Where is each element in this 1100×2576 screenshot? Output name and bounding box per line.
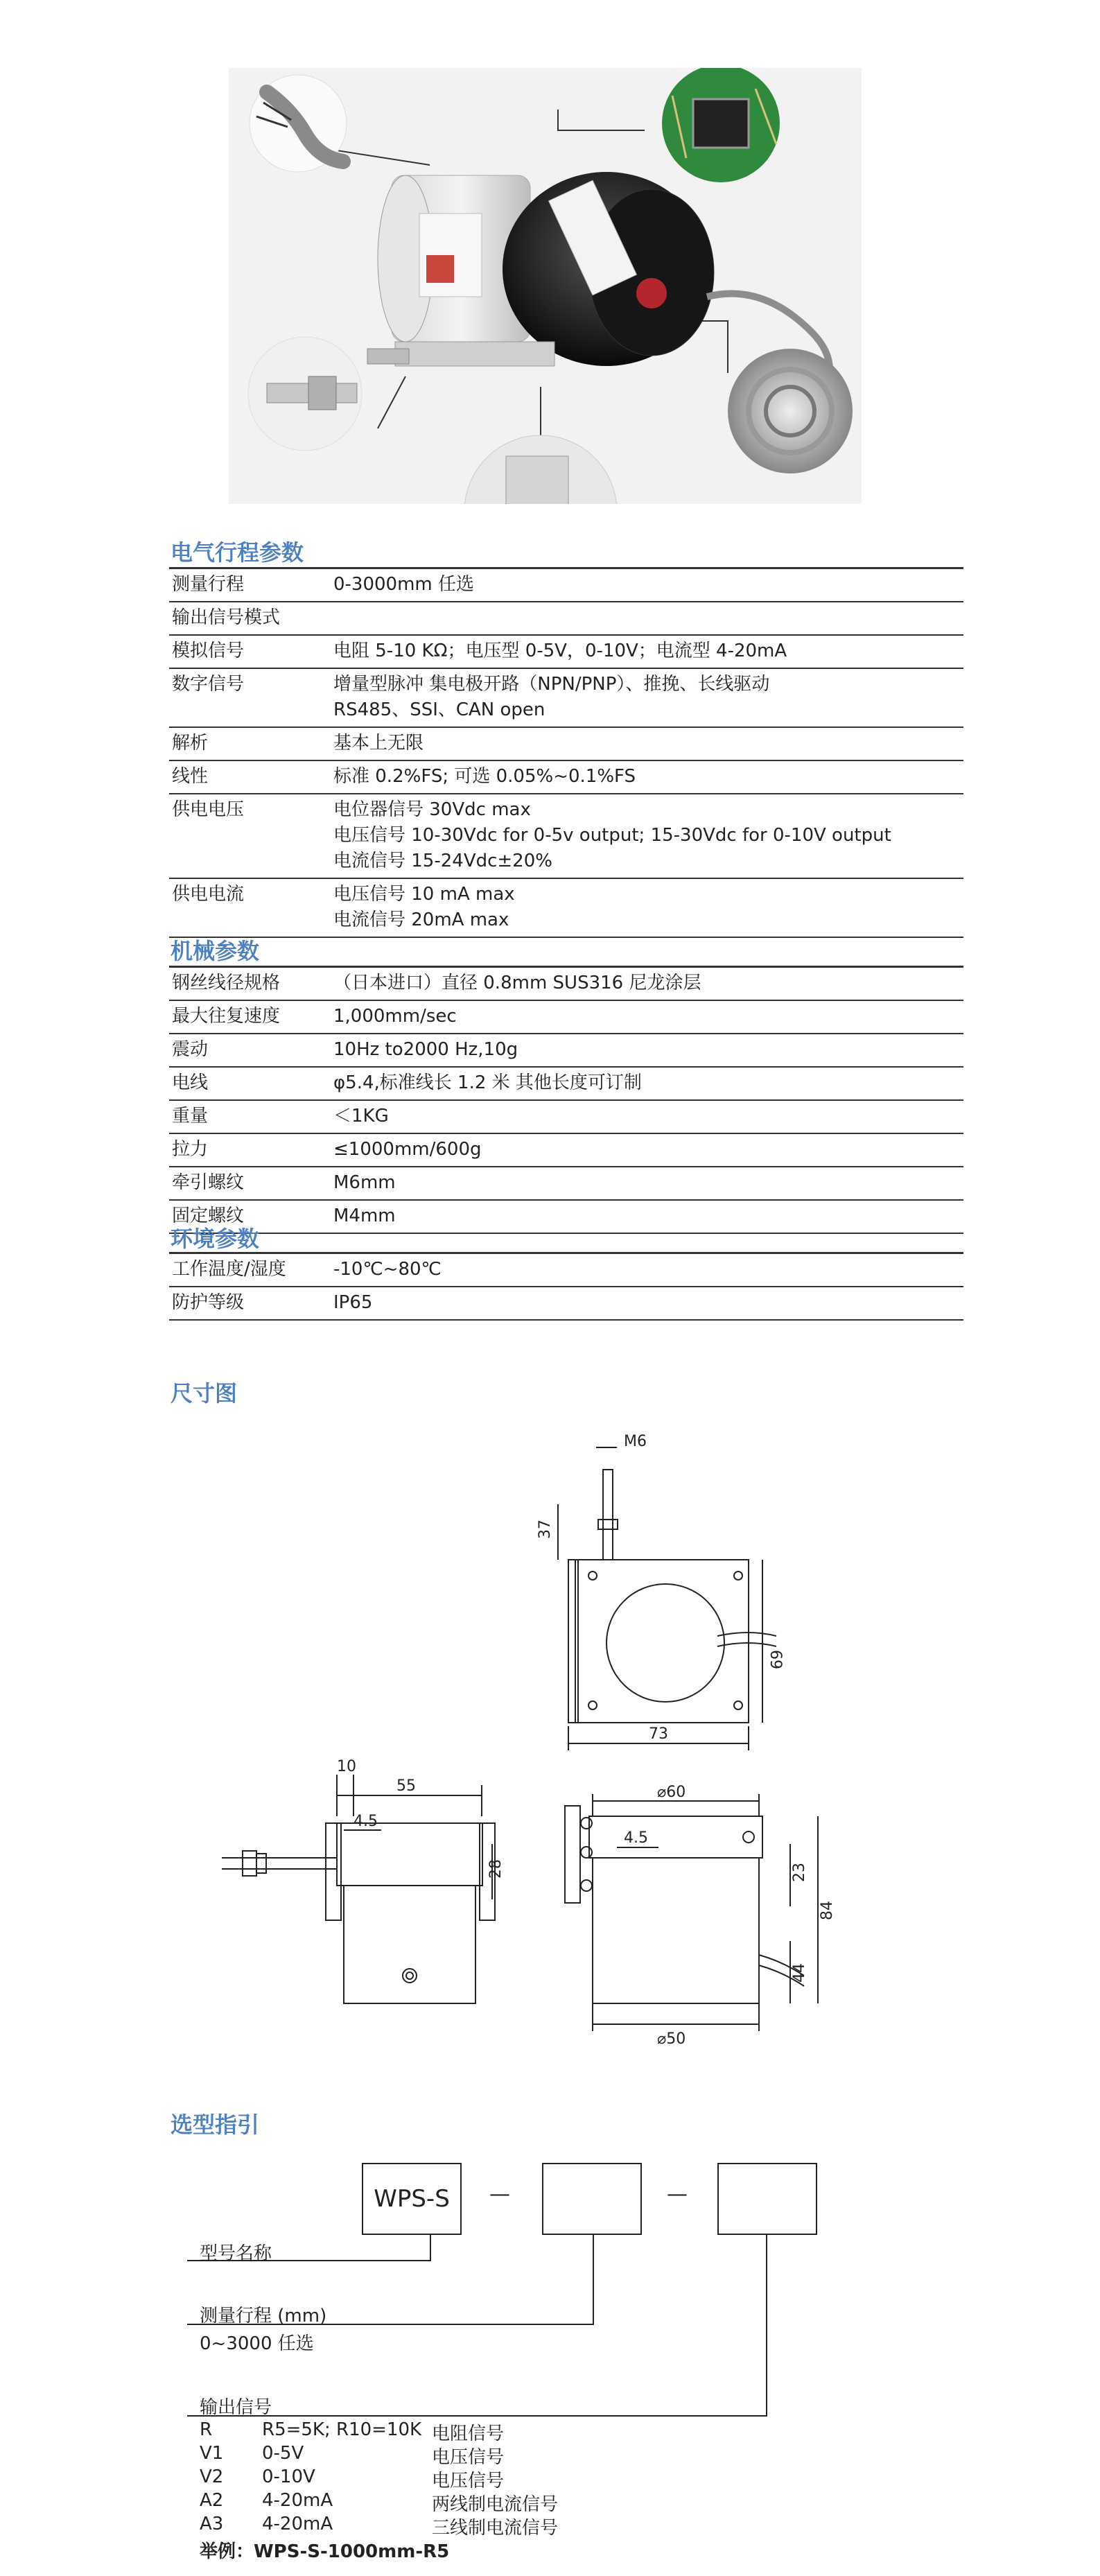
dash-separator-1: — bbox=[489, 2182, 510, 2207]
spec-row bbox=[169, 1000, 963, 1034]
spec-row bbox=[169, 1167, 963, 1200]
dim-label-m6: M6 bbox=[624, 1433, 647, 1450]
spec-value-line: 增量型脉冲 集电极开路（NPN/PNP）、推挽、长线驱动 bbox=[333, 674, 770, 695]
spec-key: 数字信号 bbox=[169, 668, 331, 727]
dimensions-section-title: 尺寸图 bbox=[171, 1380, 238, 1407]
output-option-code: V1 bbox=[200, 2443, 224, 2464]
dim-label-d60: ⌀60 bbox=[657, 1784, 686, 1801]
product-illustration bbox=[229, 68, 862, 504]
output-option-spec: 0-5V bbox=[262, 2443, 304, 2464]
spec-value-line: 电阻 5-10 KΩ；电压型 0-5V，0-10V；电流型 4-20mA bbox=[333, 641, 787, 661]
connector-output bbox=[766, 2234, 767, 2415]
spec-row bbox=[169, 878, 963, 937]
environment-spec-table bbox=[169, 1252, 963, 1321]
mechanical-section-title: 机械参数 bbox=[171, 938, 260, 964]
spec-value-line: 电流信号 20mA max bbox=[333, 910, 509, 930]
output-option-spec: 0-10V bbox=[262, 2466, 315, 2487]
dim-label-28: 28 bbox=[487, 1859, 505, 1879]
output-option-spec: R5=5K; R10=10K bbox=[262, 2419, 422, 2440]
spec-value-line bbox=[333, 605, 961, 631]
side-view-body bbox=[593, 1858, 759, 2003]
spec-value bbox=[331, 727, 963, 760]
mechanical-spec-table bbox=[169, 966, 963, 1234]
spec-value bbox=[331, 568, 963, 602]
dash-separator-2: — bbox=[667, 2182, 688, 2207]
spec-key: 输出信号模式 bbox=[169, 602, 331, 635]
dim-label-37: 37 bbox=[536, 1520, 554, 1539]
top-view-drum bbox=[606, 1584, 724, 1702]
output-box bbox=[717, 2163, 817, 2235]
spec-value bbox=[331, 1133, 963, 1167]
environment-section-title: 环境参数 bbox=[171, 1226, 260, 1252]
spec-row bbox=[169, 568, 963, 602]
spec-row bbox=[169, 967, 963, 1001]
model-name-label: 型号名称 bbox=[200, 2243, 272, 2264]
model-box bbox=[362, 2163, 462, 2235]
side-view-flange bbox=[589, 1816, 762, 1858]
spec-value-line: 0-3000mm 任选 bbox=[333, 574, 475, 595]
dim-label-10: 10 bbox=[337, 1758, 356, 1775]
spec-row bbox=[169, 1067, 963, 1100]
output-option-spec: 4-20mA bbox=[262, 2514, 333, 2534]
spec-value-line: ≤1000mm/600g bbox=[333, 1139, 482, 1160]
spec-value bbox=[331, 602, 963, 635]
spec-value-line: 标准 0.2%FS; 可选 0.05%~0.1%FS bbox=[333, 766, 636, 787]
spec-value-line: IP65 bbox=[333, 1292, 373, 1313]
spec-value bbox=[331, 1100, 963, 1133]
output-option-desc: 电压信号 bbox=[432, 2471, 505, 2491]
spec-value-line: 1,000mm/sec bbox=[333, 1006, 457, 1027]
front-view-bracket bbox=[337, 1823, 482, 1886]
output-option-code: R bbox=[200, 2419, 213, 2440]
example-text: 举例：WPS-S-1000mm-R5 bbox=[200, 2541, 450, 2562]
output-option-desc: 两线制电流信号 bbox=[432, 2494, 559, 2515]
spec-row bbox=[169, 727, 963, 760]
spec-key: 供电电流 bbox=[169, 878, 331, 937]
output-option-desc: 三线制电流信号 bbox=[432, 2518, 559, 2539]
spec-row bbox=[169, 1253, 963, 1287]
spec-value bbox=[331, 1034, 963, 1067]
electrical-section-title: 电气行程参数 bbox=[171, 539, 304, 566]
spec-key: 解析 bbox=[169, 727, 331, 760]
dim-label-73: 73 bbox=[649, 1725, 668, 1743]
spec-value-line: φ5.4,标准线长 1.2 米 其他长度可订制 bbox=[333, 1072, 642, 1093]
dim-label-84: 84 bbox=[819, 1901, 836, 1920]
spec-row bbox=[169, 668, 963, 727]
dimension-drawing bbox=[208, 1428, 873, 2052]
spec-value-line: -10℃~80℃ bbox=[333, 1259, 442, 1280]
spec-key: 重量 bbox=[169, 1100, 331, 1133]
spec-value bbox=[331, 635, 963, 668]
dim-label-4-5-front: 4.5 bbox=[353, 1813, 378, 1830]
spec-key: 震动 bbox=[169, 1034, 331, 1067]
pull-thread bbox=[603, 1470, 613, 1560]
connector-model bbox=[430, 2234, 431, 2260]
output-option-desc: 电阻信号 bbox=[432, 2423, 505, 2444]
range-value: 0~3000 任选 bbox=[200, 2333, 314, 2354]
spec-key: 最大往复速度 bbox=[169, 1000, 331, 1034]
spec-value-line: 电流信号 15-24Vdc±20% bbox=[333, 851, 552, 871]
spec-value-line: M4mm bbox=[333, 1206, 396, 1226]
spec-row bbox=[169, 760, 963, 794]
spec-value bbox=[331, 1067, 963, 1100]
spec-key: 拉力 bbox=[169, 1133, 331, 1167]
spec-key: 模拟信号 bbox=[169, 635, 331, 668]
selection-section-title: 选型指引 bbox=[171, 2112, 260, 2138]
spec-value bbox=[331, 1200, 963, 1233]
spec-value bbox=[331, 1253, 963, 1287]
spec-value-line: M6mm bbox=[333, 1172, 396, 1193]
spec-value-line: （日本进口）直径 0.8mm SUS316 尼龙涂层 bbox=[333, 973, 701, 993]
spec-value bbox=[331, 668, 963, 727]
output-option-code: V2 bbox=[200, 2466, 224, 2487]
spec-value-line: RS485、SSI、CAN open bbox=[333, 699, 545, 720]
dim-label-69: 69 bbox=[767, 1650, 784, 1669]
spec-row bbox=[169, 1287, 963, 1320]
spec-value-line: 电压信号 10-30Vdc for 0-5v output; 15-30Vdc for 0-10V output bbox=[333, 825, 891, 846]
spec-value bbox=[331, 1000, 963, 1034]
connector-range bbox=[593, 2234, 594, 2324]
spec-key: 钢丝线径规格 bbox=[169, 967, 331, 1001]
dim-label-23: 23 bbox=[791, 1863, 808, 1882]
range-label: 测量行程 (mm) bbox=[200, 2306, 327, 2326]
product-photo bbox=[229, 68, 862, 504]
spec-value-line: 10Hz to2000 Hz,10g bbox=[333, 1039, 518, 1060]
spec-row bbox=[169, 1200, 963, 1233]
spec-value bbox=[331, 967, 963, 1001]
spec-value bbox=[331, 1287, 963, 1320]
spec-value bbox=[331, 760, 963, 794]
spec-value-line: ＜1KG bbox=[333, 1106, 389, 1126]
spec-key: 供电电压 bbox=[169, 794, 331, 878]
output-option-code: A3 bbox=[200, 2514, 224, 2534]
dim-label-d50: ⌀50 bbox=[657, 2030, 686, 2048]
spec-key: 电线 bbox=[169, 1067, 331, 1100]
spec-key: 防护等级 bbox=[169, 1287, 331, 1320]
output-option-spec: 4-20mA bbox=[262, 2490, 333, 2511]
range-box bbox=[542, 2163, 642, 2235]
spec-key: 测量行程 bbox=[169, 568, 331, 602]
dim-label-4-5-side: 4.5 bbox=[624, 1829, 648, 1847]
output-option-code: A2 bbox=[200, 2490, 224, 2511]
dim-label-55: 55 bbox=[396, 1777, 416, 1795]
spec-value bbox=[331, 1167, 963, 1200]
spec-row bbox=[169, 1100, 963, 1133]
spec-value bbox=[331, 878, 963, 937]
spec-key: 工作温度/湿度 bbox=[169, 1253, 331, 1287]
spec-key: 固定螺纹 bbox=[169, 1200, 331, 1233]
spec-row bbox=[169, 1133, 963, 1167]
front-view-body bbox=[344, 1886, 475, 2003]
spec-value-line: 基本上无限 bbox=[333, 733, 424, 754]
spec-value-line: 电位器信号 30Vdc max bbox=[333, 799, 531, 820]
spec-row bbox=[169, 1034, 963, 1067]
spec-key: 线性 bbox=[169, 760, 331, 794]
spec-value-line: 电压信号 10 mA max bbox=[333, 884, 515, 905]
spec-row bbox=[169, 635, 963, 668]
model-box-text: WPS-S bbox=[374, 2185, 450, 2213]
electrical-spec-table bbox=[169, 567, 963, 938]
dim-label-44: 44 bbox=[791, 1963, 808, 1983]
spec-row bbox=[169, 794, 963, 878]
spec-row bbox=[169, 602, 963, 635]
spec-value bbox=[331, 794, 963, 878]
output-option-desc: 电压信号 bbox=[432, 2447, 505, 2468]
output-label: 输出信号 bbox=[200, 2397, 272, 2418]
spec-key: 牵引螺纹 bbox=[169, 1167, 331, 1200]
